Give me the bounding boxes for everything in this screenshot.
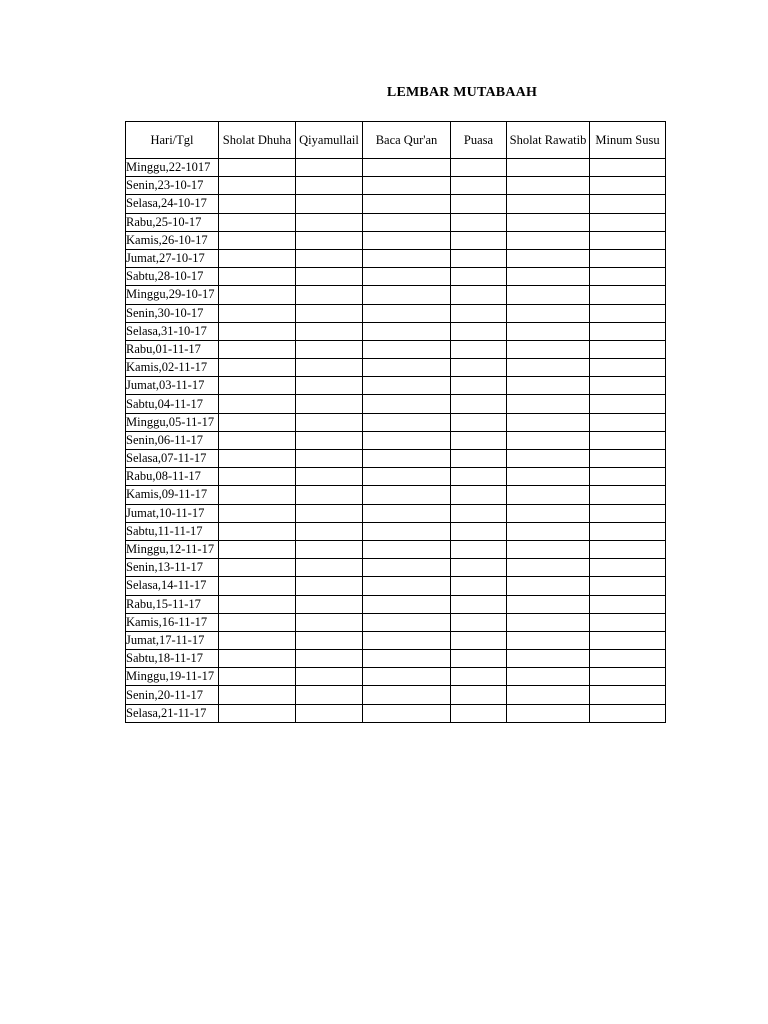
date-cell [126, 213, 219, 231]
table-row [126, 504, 666, 522]
date-label: Senin,23-10-17 [126, 178, 204, 193]
sholat-rawatib-cell [507, 395, 590, 413]
table-row [126, 213, 666, 231]
puasa-cell [451, 413, 507, 431]
date-cell [126, 395, 219, 413]
minum-susu-cell [590, 413, 666, 431]
date-label: Jumat,17-11-17 [126, 632, 205, 647]
sholat-dhuha-cell [219, 213, 296, 231]
table-row [126, 595, 666, 613]
baca-quran-cell [363, 431, 451, 449]
table-row [126, 177, 666, 195]
document-title: LEMBAR MUTABAAH [386, 85, 538, 100]
sholat-dhuha-cell [219, 631, 296, 649]
baca-quran-cell [363, 559, 451, 577]
sholat-rawatib-cell [507, 577, 590, 595]
table-row [126, 249, 666, 267]
sholat-dhuha-cell [219, 413, 296, 431]
date-label: Selasa,07-11-17 [126, 451, 207, 466]
qiyamullail-cell [296, 450, 363, 468]
puasa-cell [451, 304, 507, 322]
sholat-rawatib-cell [507, 559, 590, 577]
date-label: Selasa,31-10-17 [126, 323, 207, 338]
table-row [126, 159, 666, 177]
qiyamullail-cell [296, 468, 363, 486]
date-cell [126, 668, 219, 686]
sholat-rawatib-cell [507, 504, 590, 522]
qiyamullail-cell [296, 159, 363, 177]
date-label: Minggu,05-11-17 [126, 414, 215, 429]
date-label: Senin,13-11-17 [126, 560, 203, 575]
sholat-dhuha-cell [219, 468, 296, 486]
qiyamullail-cell [296, 431, 363, 449]
baca-quran-cell [363, 359, 451, 377]
sholat-dhuha-cell [219, 668, 296, 686]
date-cell [126, 613, 219, 631]
table-row [126, 522, 666, 540]
baca-quran-cell [363, 522, 451, 540]
puasa-cell [451, 395, 507, 413]
baca-quran-cell [363, 377, 451, 395]
puasa-cell [451, 686, 507, 704]
sholat-rawatib-cell [507, 249, 590, 267]
minum-susu-cell [590, 577, 666, 595]
date-label: Sabtu,28-10-17 [126, 269, 204, 284]
sholat-dhuha-cell [219, 359, 296, 377]
baca-quran-cell [363, 322, 451, 340]
table-row [126, 431, 666, 449]
table-row [126, 468, 666, 486]
sholat-rawatib-cell [507, 468, 590, 486]
qiyamullail-cell [296, 177, 363, 195]
minum-susu-cell [590, 359, 666, 377]
puasa-cell [451, 540, 507, 558]
baca-quran-cell [363, 195, 451, 213]
date-cell [126, 159, 219, 177]
minum-susu-cell [590, 504, 666, 522]
baca-quran-cell [363, 650, 451, 668]
date-label: Rabu,08-11-17 [126, 469, 201, 484]
minum-susu-cell [590, 177, 666, 195]
minum-susu-cell [590, 213, 666, 231]
baca-quran-cell [363, 450, 451, 468]
date-label: Selasa,21-11-17 [126, 705, 207, 720]
qiyamullail-cell [296, 686, 363, 704]
sholat-dhuha-cell [219, 486, 296, 504]
qiyamullail-cell [296, 359, 363, 377]
qiyamullail-cell [296, 540, 363, 558]
date-label: Kamis,16-11-17 [126, 614, 208, 629]
sholat-dhuha-cell [219, 249, 296, 267]
baca-quran-cell [363, 413, 451, 431]
minum-susu-cell [590, 286, 666, 304]
qiyamullail-cell [296, 340, 363, 358]
minum-susu-cell [590, 431, 666, 449]
date-label: Sabtu,11-11-17 [126, 523, 203, 538]
sholat-dhuha-cell [219, 231, 296, 249]
table-row [126, 486, 666, 504]
sholat-rawatib-cell [507, 686, 590, 704]
minum-susu-cell [590, 522, 666, 540]
puasa-cell [451, 613, 507, 631]
puasa-cell [451, 577, 507, 595]
qiyamullail-cell [296, 286, 363, 304]
minum-susu-cell [590, 559, 666, 577]
minum-susu-cell [590, 249, 666, 267]
minum-susu-cell [590, 395, 666, 413]
qiyamullail-cell [296, 631, 363, 649]
puasa-cell [451, 213, 507, 231]
table-row [126, 340, 666, 358]
puasa-cell [451, 231, 507, 249]
sholat-rawatib-cell [507, 704, 590, 722]
sholat-rawatib-cell [507, 450, 590, 468]
table-row [126, 359, 666, 377]
table-row [126, 268, 666, 286]
sholat-rawatib-cell [507, 213, 590, 231]
minum-susu-cell [590, 159, 666, 177]
minum-susu-cell [590, 595, 666, 613]
qiyamullail-cell [296, 613, 363, 631]
date-cell [126, 340, 219, 358]
table-row [126, 686, 666, 704]
table-row [126, 650, 666, 668]
sholat-dhuha-cell [219, 159, 296, 177]
qiyamullail-cell [296, 322, 363, 340]
date-label: Senin,20-11-17 [126, 687, 203, 702]
date-cell [126, 249, 219, 267]
qiyamullail-cell [296, 668, 363, 686]
puasa-cell [451, 668, 507, 686]
puasa-cell [451, 595, 507, 613]
date-cell [126, 304, 219, 322]
date-cell [126, 686, 219, 704]
date-label: Rabu,15-11-17 [126, 596, 201, 611]
date-label: Selasa,24-10-17 [126, 196, 207, 211]
minum-susu-cell [590, 322, 666, 340]
date-cell [126, 504, 219, 522]
minum-susu-cell [590, 377, 666, 395]
date-cell [126, 431, 219, 449]
table-row [126, 631, 666, 649]
sholat-dhuha-cell [219, 268, 296, 286]
date-label: Minggu,22-1017 [126, 160, 211, 175]
sholat-dhuha-cell [219, 195, 296, 213]
sholat-dhuha-cell [219, 613, 296, 631]
date-cell [126, 704, 219, 722]
table-row [126, 195, 666, 213]
puasa-cell [451, 450, 507, 468]
sholat-rawatib-cell [507, 231, 590, 249]
date-label: Rabu,01-11-17 [126, 341, 201, 356]
table-row [126, 450, 666, 468]
qiyamullail-cell [296, 377, 363, 395]
date-label: Sabtu,04-11-17 [126, 396, 203, 411]
sholat-rawatib-cell [507, 486, 590, 504]
date-label: Selasa,14-11-17 [126, 578, 207, 593]
sholat-dhuha-cell [219, 431, 296, 449]
sholat-dhuha-cell [219, 704, 296, 722]
table-row [126, 704, 666, 722]
sholat-dhuha-cell [219, 395, 296, 413]
date-label: Rabu,25-10-17 [126, 214, 202, 229]
table-row [126, 413, 666, 431]
sholat-rawatib-cell [507, 195, 590, 213]
baca-quran-cell [363, 231, 451, 249]
sholat-rawatib-cell [507, 177, 590, 195]
sholat-rawatib-cell [507, 613, 590, 631]
baca-quran-cell [363, 159, 451, 177]
date-cell [126, 540, 219, 558]
qiyamullail-cell [296, 413, 363, 431]
mutabaah-table [125, 121, 666, 723]
minum-susu-cell [590, 704, 666, 722]
sholat-dhuha-cell [219, 559, 296, 577]
qiyamullail-cell [296, 704, 363, 722]
baca-quran-cell [363, 577, 451, 595]
puasa-cell [451, 177, 507, 195]
date-cell [126, 322, 219, 340]
sholat-dhuha-cell [219, 322, 296, 340]
date-label: Sabtu,18-11-17 [126, 651, 203, 666]
minum-susu-cell [590, 268, 666, 286]
minum-susu-cell [590, 540, 666, 558]
sholat-dhuha-cell [219, 377, 296, 395]
minum-susu-cell [590, 486, 666, 504]
qiyamullail-cell [296, 577, 363, 595]
table-row [126, 395, 666, 413]
sholat-dhuha-cell [219, 595, 296, 613]
date-label: Kamis,26-10-17 [126, 232, 208, 247]
date-cell [126, 631, 219, 649]
baca-quran-cell [363, 304, 451, 322]
minum-susu-cell [590, 631, 666, 649]
date-cell [126, 468, 219, 486]
minum-susu-cell [590, 613, 666, 631]
minum-susu-cell [590, 231, 666, 249]
puasa-cell [451, 377, 507, 395]
puasa-cell [451, 195, 507, 213]
puasa-cell [451, 322, 507, 340]
puasa-cell [451, 704, 507, 722]
sholat-dhuha-cell [219, 177, 296, 195]
table-row [126, 377, 666, 395]
puasa-cell [451, 559, 507, 577]
baca-quran-cell [363, 613, 451, 631]
puasa-cell [451, 468, 507, 486]
header-baca-quran: Baca Qur'an [363, 122, 451, 159]
sholat-dhuha-cell [219, 540, 296, 558]
minum-susu-cell [590, 650, 666, 668]
baca-quran-cell [363, 468, 451, 486]
table-row [126, 231, 666, 249]
sholat-dhuha-cell [219, 522, 296, 540]
qiyamullail-cell [296, 213, 363, 231]
puasa-cell [451, 286, 507, 304]
qiyamullail-cell [296, 486, 363, 504]
date-label: Minggu,29-10-17 [126, 287, 215, 302]
table-row [126, 613, 666, 631]
qiyamullail-cell [296, 195, 363, 213]
qiyamullail-cell [296, 249, 363, 267]
sholat-dhuha-cell [219, 450, 296, 468]
date-cell [126, 286, 219, 304]
sholat-dhuha-cell [219, 686, 296, 704]
qiyamullail-cell [296, 395, 363, 413]
sholat-rawatib-cell [507, 286, 590, 304]
date-cell [126, 231, 219, 249]
date-cell [126, 559, 219, 577]
date-cell [126, 486, 219, 504]
date-label: Senin,06-11-17 [126, 432, 203, 447]
date-cell [126, 577, 219, 595]
header-qiyamullail: Qiyamullail [296, 122, 363, 159]
sholat-rawatib-cell [507, 304, 590, 322]
puasa-cell [451, 486, 507, 504]
date-cell [126, 195, 219, 213]
puasa-cell [451, 359, 507, 377]
date-label: Senin,30-10-17 [126, 305, 204, 320]
header-hari-tgl: Hari/Tgl [126, 122, 219, 159]
baca-quran-cell [363, 213, 451, 231]
sholat-dhuha-cell [219, 304, 296, 322]
qiyamullail-cell [296, 304, 363, 322]
baca-quran-cell [363, 504, 451, 522]
sholat-rawatib-cell [507, 431, 590, 449]
baca-quran-cell [363, 486, 451, 504]
puasa-cell [451, 522, 507, 540]
baca-quran-cell [363, 595, 451, 613]
qiyamullail-cell [296, 231, 363, 249]
minum-susu-cell [590, 450, 666, 468]
baca-quran-cell [363, 249, 451, 267]
puasa-cell [451, 159, 507, 177]
qiyamullail-cell [296, 595, 363, 613]
sholat-rawatib-cell [507, 359, 590, 377]
date-label: Minggu,12-11-17 [126, 542, 215, 557]
table-row [126, 540, 666, 558]
header-puasa: Puasa [451, 122, 507, 159]
table-row [126, 577, 666, 595]
date-label: Jumat,10-11-17 [126, 505, 205, 520]
sholat-rawatib-cell [507, 668, 590, 686]
baca-quran-cell [363, 631, 451, 649]
baca-quran-cell [363, 268, 451, 286]
puasa-cell [451, 431, 507, 449]
table-row [126, 559, 666, 577]
baca-quran-cell [363, 540, 451, 558]
sholat-rawatib-cell [507, 595, 590, 613]
header-sholat-dhuha: Sholat Dhuha [219, 122, 296, 159]
date-cell [126, 177, 219, 195]
date-cell [126, 359, 219, 377]
baca-quran-cell [363, 340, 451, 358]
table-row [126, 668, 666, 686]
puasa-cell [451, 249, 507, 267]
date-cell [126, 595, 219, 613]
sholat-rawatib-cell [507, 631, 590, 649]
minum-susu-cell [590, 686, 666, 704]
puasa-cell [451, 631, 507, 649]
baca-quran-cell [363, 704, 451, 722]
sholat-rawatib-cell [507, 522, 590, 540]
puasa-cell [451, 340, 507, 358]
sholat-rawatib-cell [507, 377, 590, 395]
puasa-cell [451, 504, 507, 522]
date-label: Minggu,19-11-17 [126, 669, 215, 684]
date-cell [126, 450, 219, 468]
date-cell [126, 268, 219, 286]
table-row [126, 286, 666, 304]
table-row [126, 304, 666, 322]
date-label: Jumat,03-11-17 [126, 378, 205, 393]
puasa-cell [451, 268, 507, 286]
sholat-dhuha-cell [219, 504, 296, 522]
date-label: Jumat,27-10-17 [126, 251, 205, 266]
header-sholat-rawatib: Sholat Rawatib [507, 122, 590, 159]
sholat-dhuha-cell [219, 650, 296, 668]
date-cell [126, 377, 219, 395]
sholat-rawatib-cell [507, 650, 590, 668]
baca-quran-cell [363, 177, 451, 195]
header-minum-susu: Minum Susu [590, 122, 666, 159]
baca-quran-cell [363, 668, 451, 686]
puasa-cell [451, 650, 507, 668]
sholat-dhuha-cell [219, 577, 296, 595]
sholat-dhuha-cell [219, 286, 296, 304]
sholat-rawatib-cell [507, 322, 590, 340]
date-cell [126, 650, 219, 668]
minum-susu-cell [590, 468, 666, 486]
qiyamullail-cell [296, 559, 363, 577]
qiyamullail-cell [296, 504, 363, 522]
minum-susu-cell [590, 195, 666, 213]
date-label: Kamis,09-11-17 [126, 487, 208, 502]
baca-quran-cell [363, 395, 451, 413]
date-cell [126, 522, 219, 540]
minum-susu-cell [590, 668, 666, 686]
minum-susu-cell [590, 340, 666, 358]
sholat-rawatib-cell [507, 268, 590, 286]
qiyamullail-cell [296, 268, 363, 286]
qiyamullail-cell [296, 522, 363, 540]
sholat-rawatib-cell [507, 540, 590, 558]
baca-quran-cell [363, 286, 451, 304]
sholat-rawatib-cell [507, 340, 590, 358]
qiyamullail-cell [296, 650, 363, 668]
table-row [126, 322, 666, 340]
sholat-rawatib-cell [507, 413, 590, 431]
baca-quran-cell [363, 686, 451, 704]
header-row [126, 122, 666, 159]
table-body [126, 159, 666, 723]
date-label: Kamis,02-11-17 [126, 360, 208, 375]
sholat-rawatib-cell [507, 159, 590, 177]
minum-susu-cell [590, 304, 666, 322]
sholat-dhuha-cell [219, 340, 296, 358]
date-cell [126, 413, 219, 431]
